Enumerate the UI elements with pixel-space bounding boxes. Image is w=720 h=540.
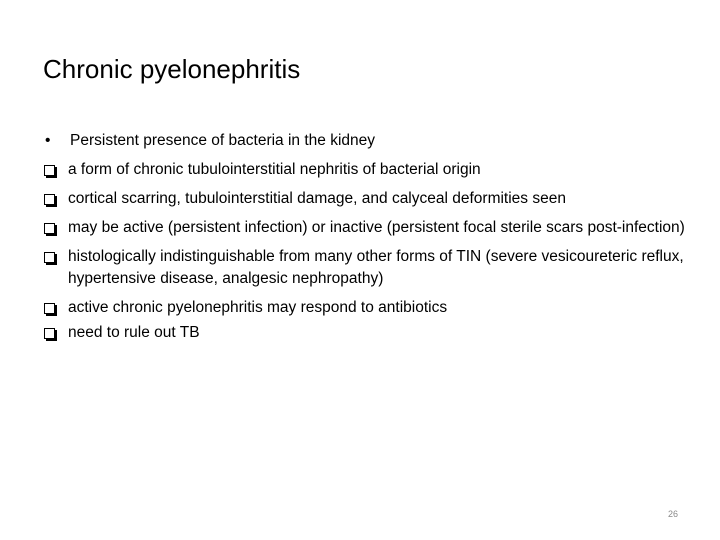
checkbox-bullet-icon — [44, 328, 55, 339]
list-item — [44, 130, 704, 152]
checkbox-bullet-icon — [44, 165, 55, 176]
list-item — [44, 159, 704, 181]
list-item — [44, 246, 704, 290]
list-item — [44, 217, 704, 239]
list-item-text: a form of chronic tubulointerstitial nephritis of bacterial origin — [68, 161, 481, 178]
checkbox-bullet-icon — [44, 223, 55, 234]
list-item-text: Persistent presence of bacteria in the kidney — [70, 132, 376, 149]
list-item — [44, 188, 704, 210]
list-item-text: cortical scarring, tubulointerstitial damage, and calyceal deformities seen — [68, 190, 566, 207]
list-item-text: active chronic pyelonephritis may respond to antibiotics — [68, 299, 448, 316]
list-item — [44, 322, 704, 344]
bullet-dot-icon: • — [45, 132, 51, 149]
list-item-text: need to rule out TB — [68, 324, 200, 341]
slide-title: Chronic pyelonephritis — [43, 54, 301, 84]
list-item-text: histologically indistinguishable from many other forms of TIN (severe vesicoureteric reflux, hypertensive disease, analgesic nephropathy) — [68, 248, 684, 287]
list-item-text: may be active (persistent infection) or inactive (persistent focal sterile scars post-infection) — [68, 219, 685, 236]
bullet-list — [44, 130, 704, 351]
checkbox-bullet-icon — [44, 194, 55, 205]
checkbox-bullet-icon — [44, 252, 55, 263]
page-number: 26 — [667, 509, 678, 519]
checkbox-bullet-icon — [44, 303, 55, 314]
list-item — [44, 297, 704, 319]
